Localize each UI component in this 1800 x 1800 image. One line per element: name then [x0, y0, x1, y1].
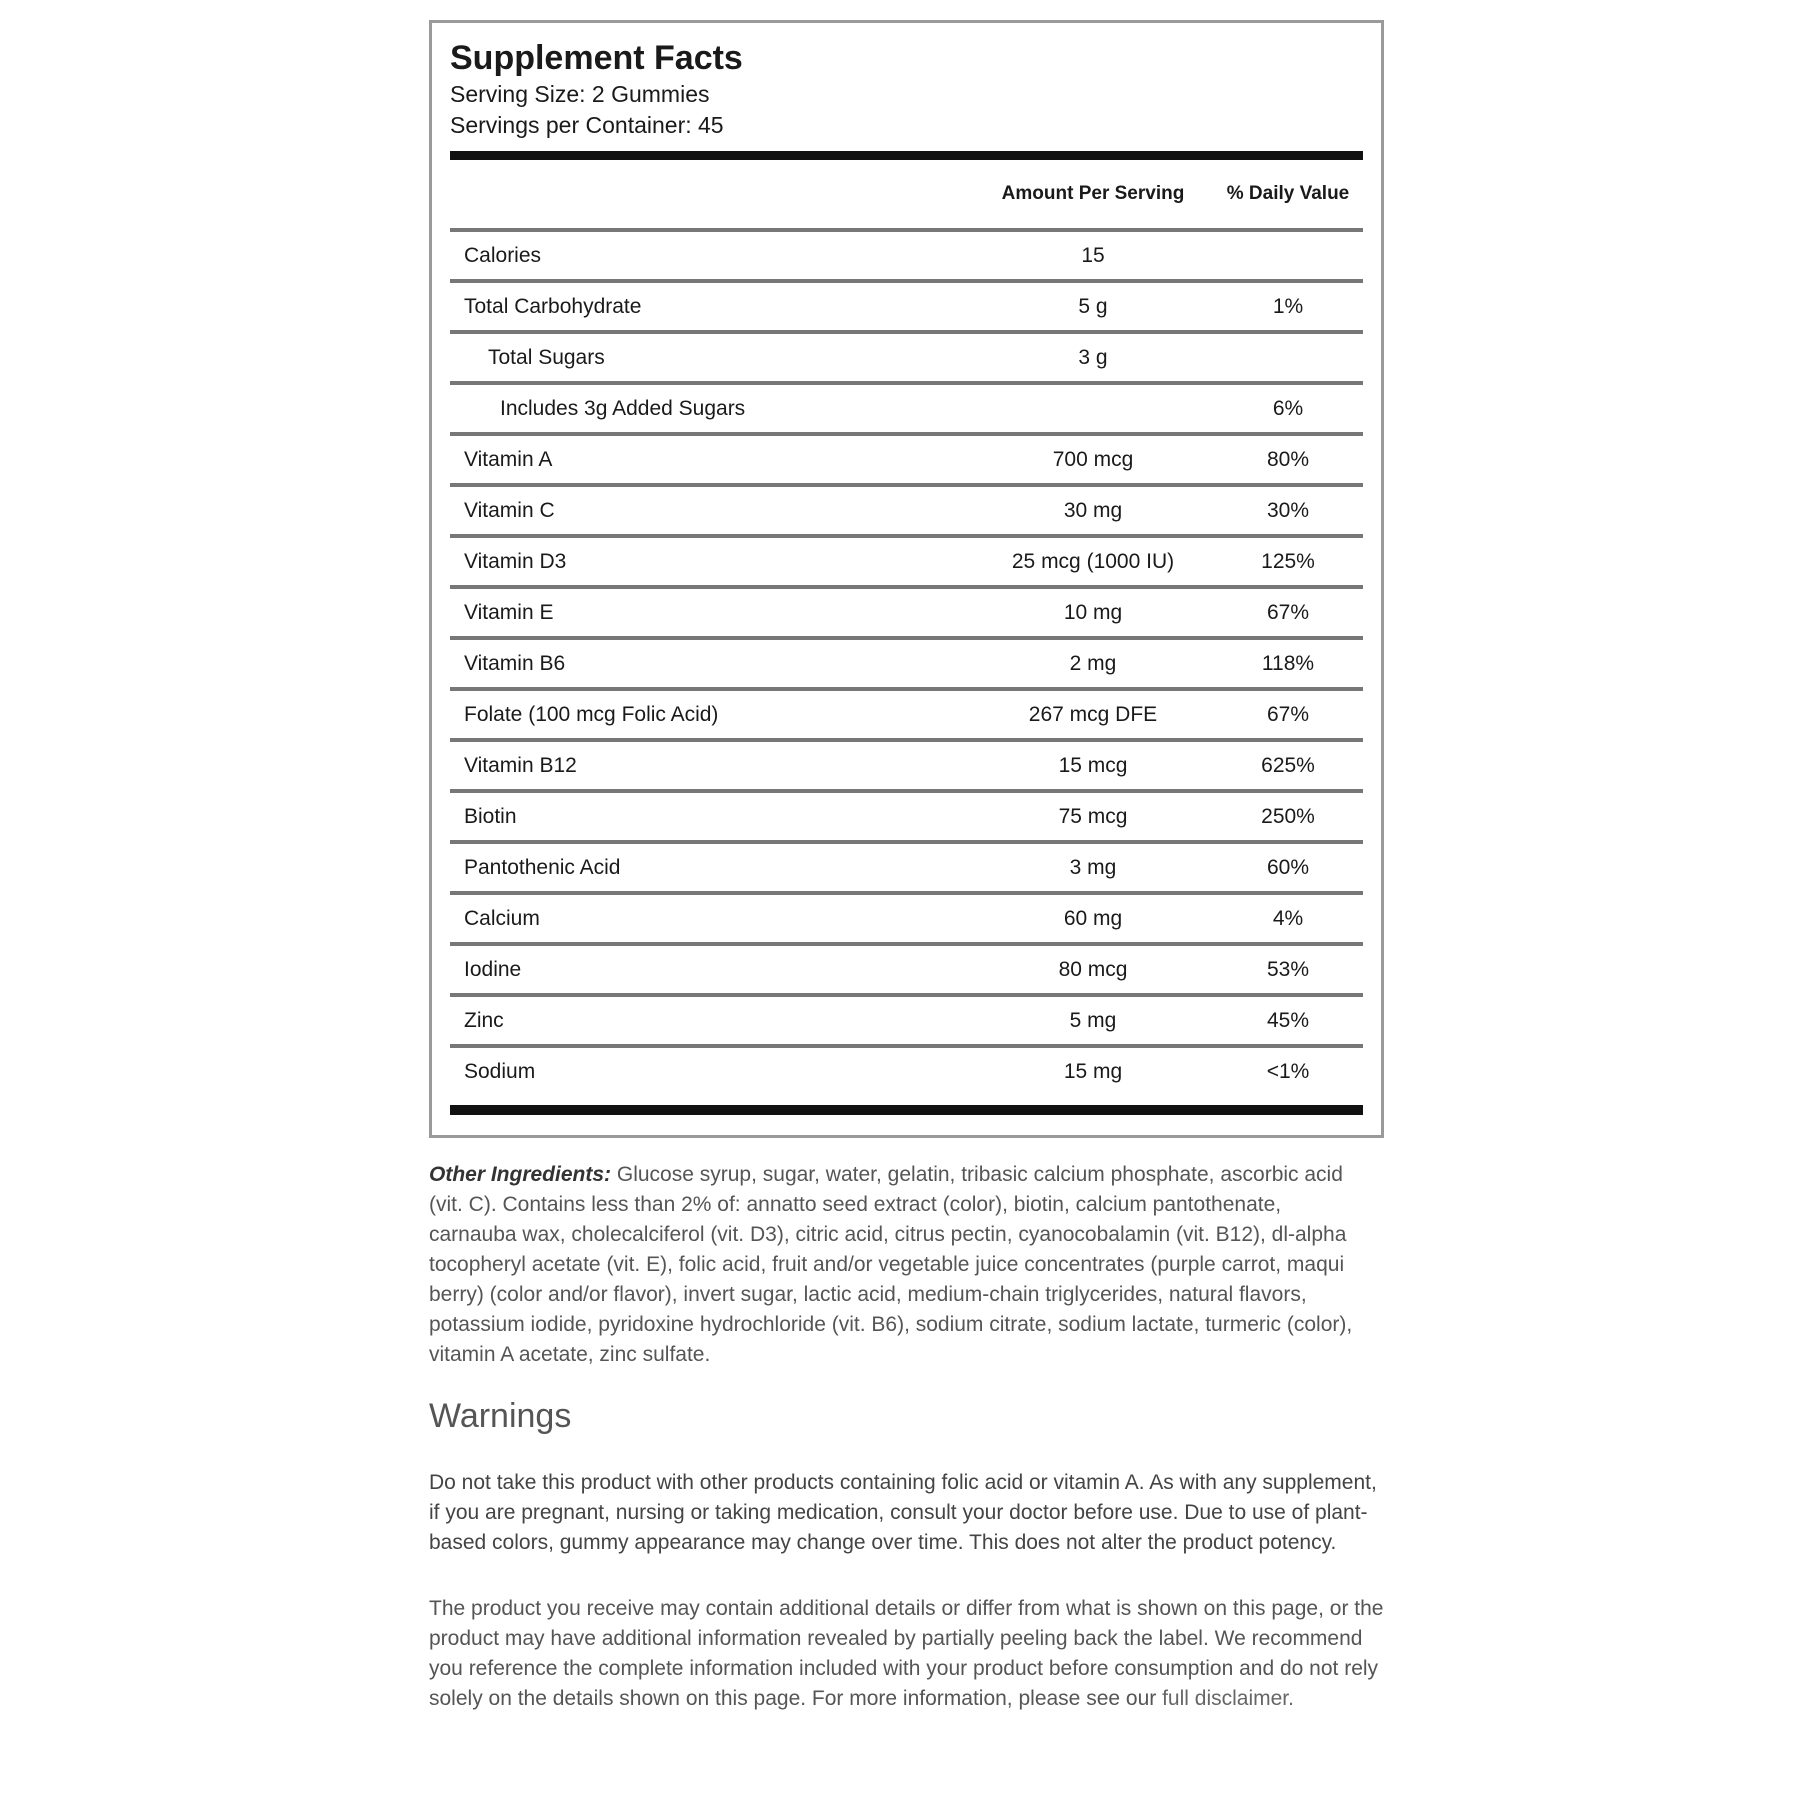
nutrient-name: Sodium: [464, 1059, 536, 1083]
nutrient-name: Vitamin C: [464, 498, 555, 522]
nutrient-daily-value: 250%: [1261, 804, 1315, 828]
nutrient-name: Biotin: [464, 804, 517, 828]
nutrient-amount: 10 mg: [1063, 600, 1123, 624]
nutrient-amount: 60 mg: [1063, 906, 1123, 930]
nutrient-amount: 5 mg: [1069, 1008, 1117, 1032]
nutrient-daily-value: 60%: [1266, 855, 1310, 879]
nutrient-name: Folate (100 mcg Folic Acid): [464, 702, 719, 726]
nutrient-daily-value: 80%: [1266, 447, 1310, 471]
nutrient-amount: 15: [1081, 243, 1105, 267]
nutrient-name: Pantothenic Acid: [464, 855, 621, 879]
nutrient-name: Calories: [464, 243, 542, 267]
nutrient-name: Vitamin B12: [464, 753, 577, 777]
product-info: [429, 20, 1384, 1714]
nutrient-name: Calcium: [464, 906, 540, 930]
nutrient-name: Vitamin E: [464, 600, 554, 624]
facts-row: [450, 691, 1363, 742]
amount-per-serving-header: Amount Per Serving: [1001, 183, 1185, 204]
facts-row: [450, 589, 1363, 640]
facts-row: [450, 334, 1363, 385]
facts-rows: [450, 232, 1363, 1095]
full-disclaimer-link[interactable]: full disclaimer.: [1162, 1687, 1294, 1710]
nutrient-daily-value: 1%: [1272, 294, 1304, 318]
nutrient-amount: 3 g: [1078, 345, 1108, 369]
nutrient-name: Total Sugars: [488, 345, 605, 369]
nutrient-amount: 15 mcg: [1058, 753, 1128, 777]
ingredients-text: Glucose syrup, sugar, water, gelatin, tribasic calcium phosphate, ascorbic acid (vit. C). Contains less than 2% of: annatto seed extract (color), biotin, calcium pantothenate, carnauba wax, cholecalciferol (vit. D3), citric acid, citrus pectin, cyanocobalamin (vit. B12), dl-alpha tocopheryl acetate (vit. E), folic acid, fruit and/or vegetable juice concentrates (purple carrot, maqui berry) (color and/or flavor), invert sugar, lactic acid, medium-chain triglycerides, natural flavors, potassium iodide, pyridoxine hydrochloride (vit. B6), sodium citrate, sodium lactate, turmeric (color), vitamin A acetate, zinc sulfate.: [429, 1163, 1353, 1366]
facts-row: [450, 793, 1363, 844]
nutrient-daily-value: 625%: [1261, 753, 1315, 777]
nutrient-name: Zinc: [464, 1008, 504, 1032]
nutrient-amount: 80 mcg: [1058, 957, 1128, 981]
nutrient-daily-value: 30%: [1266, 498, 1310, 522]
nutrient-amount: 15 mg: [1063, 1059, 1123, 1083]
warnings-text: Do not take this product with other products containing folic acid or vitamin A. As with any supplement, if you are pregnant, nursing or taking medication, consult your doctor before use. Due to use of plant-based colors, gummy appearance may change over time. This does not alter the product potency.: [429, 1471, 1377, 1554]
warnings-title: Warnings: [429, 1397, 572, 1435]
nutrient-name: Includes 3g Added Sugars: [500, 396, 746, 420]
nutrient-daily-value: 53%: [1266, 957, 1310, 981]
nutrient-amount: 25 mcg (1000 IU): [1011, 549, 1175, 573]
ingredients-lead: Other Ingredients:: [429, 1163, 612, 1186]
facts-row: [450, 436, 1363, 487]
nutrient-daily-value: <1%: [1266, 1059, 1310, 1083]
servings-per-container: Servings per Container: 45: [450, 112, 724, 138]
disclaimer: [429, 1594, 1384, 1714]
daily-value-header: % Daily Value: [1226, 183, 1350, 204]
nutrient-amount: 75 mcg: [1058, 804, 1128, 828]
facts-row: [450, 385, 1363, 436]
facts-row: [450, 946, 1363, 997]
facts-row: [450, 538, 1363, 589]
heavy-divider-bottom: [450, 1105, 1363, 1115]
facts-title: Supplement Facts: [450, 39, 743, 77]
nutrient-daily-value: 118%: [1261, 651, 1315, 675]
nutrient-amount: 2 mg: [1069, 651, 1117, 675]
heavy-divider: [450, 151, 1363, 160]
facts-row: [450, 232, 1363, 283]
nutrient-daily-value: 67%: [1266, 702, 1310, 726]
facts-row: [450, 997, 1363, 1048]
nutrient-amount: 5 g: [1078, 294, 1108, 318]
nutrient-amount: 700 mcg: [1052, 447, 1134, 471]
facts-row: [450, 640, 1363, 691]
facts-row: [450, 1048, 1363, 1095]
nutrient-amount: 3 mg: [1069, 855, 1117, 879]
facts-row: [450, 283, 1363, 334]
serving-size: Serving Size: 2 Gummies: [450, 81, 710, 107]
facts-row: [450, 742, 1363, 793]
disclaimer-text: The product you receive may contain additional details or differ from what is shown on this page, or the product may have additional information revealed by partially peeling back the label. We recommend you reference the complete information included with your product before consumption and do not rely solely on the details shown on this page. For more information, please see our: [429, 1597, 1384, 1710]
supplement-facts-panel: [429, 20, 1384, 1138]
nutrient-daily-value: 6%: [1272, 396, 1304, 420]
facts-row: [450, 487, 1363, 538]
nutrient-daily-value: 4%: [1272, 906, 1304, 930]
nutrient-daily-value: 67%: [1266, 600, 1310, 624]
nutrient-name: Iodine: [464, 957, 522, 981]
nutrient-name: Vitamin B6: [464, 651, 566, 675]
facts-row: [450, 844, 1363, 895]
other-ingredients: [429, 1160, 1384, 1370]
facts-row: [450, 895, 1363, 946]
nutrient-name: Total Carbohydrate: [464, 294, 642, 318]
nutrient-name: Vitamin D3: [464, 549, 567, 573]
nutrient-name: Vitamin A: [464, 447, 553, 471]
nutrient-daily-value: 125%: [1261, 549, 1315, 573]
facts-column-header: [450, 160, 1363, 232]
nutrient-amount: 267 mcg DFE: [1028, 702, 1158, 726]
nutrient-daily-value: 45%: [1266, 1008, 1310, 1032]
nutrient-amount: 30 mg: [1063, 498, 1123, 522]
